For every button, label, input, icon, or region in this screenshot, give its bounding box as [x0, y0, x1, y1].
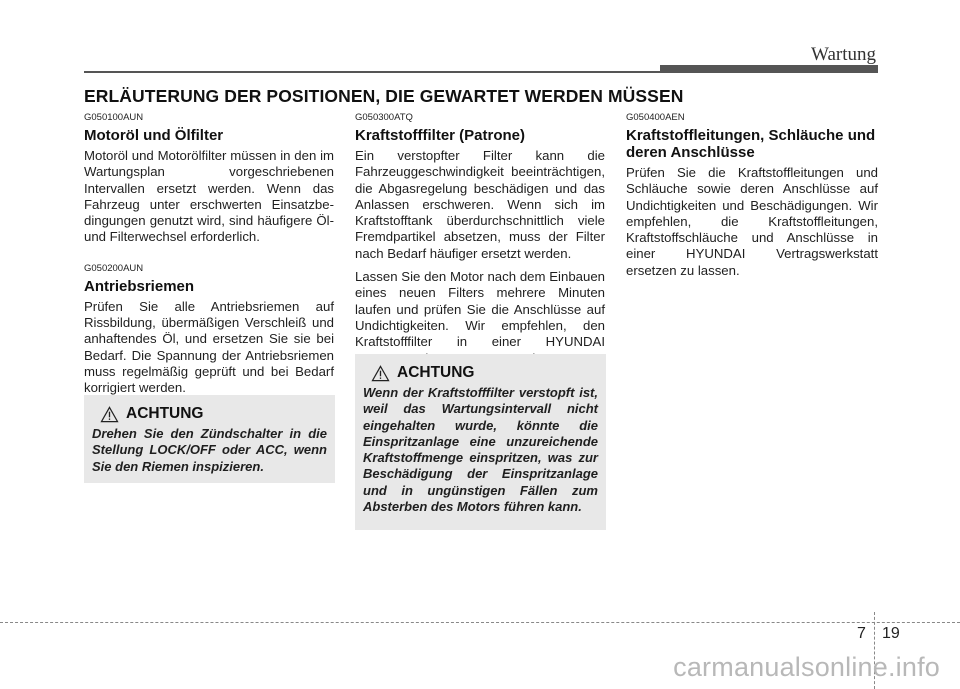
page-number: 19 — [882, 625, 900, 642]
caution-box-belts — [84, 395, 335, 483]
chapter-number: 7 — [857, 625, 866, 642]
caution-title: ACHTUNG — [397, 364, 475, 381]
section-heading: Antriebsriemen — [84, 277, 195, 295]
section-text: Lassen Sie den Motor nach dem Einbauen eines neuen Filters mehrere Minuten laufen und prüfen Sie die Anschlüsse auf Undichtigkeiten. Wir empfehlen, den Kraftstofffilter in einer HYUNDAI — [355, 269, 605, 350]
section-code: G050100AUN — [84, 112, 144, 123]
caution-text: Drehen Sie den Zündschalter in die Stellung LOCK/OFF oder ACC, wenn Sie den Riemen inspizieren. — [92, 426, 327, 474]
section-heading: Kraftstofffilter (Patrone) — [355, 127, 526, 144]
header-rule-bar — [660, 65, 878, 73]
section-motor-oil — [84, 112, 334, 246]
section-heading: Kraftstoffleitungen, Schläuche und deren Anschlüsse — [626, 127, 876, 161]
warning-triangle-icon — [100, 406, 119, 423]
section-code: G050200AUN — [84, 262, 144, 274]
caution-header — [100, 405, 327, 423]
section-code: G050400AEN — [626, 112, 685, 123]
section-text: Prüfen Sie die Kraftstoffleitungen und Schläuche sowie deren Anschlüsse auf Undichtigkeiten und Beschädigungen. Wir empfehlen, die Kraftstoffleitungen, Kraftstoffschläuche und Anschlüsse in einer HYUNDAI Vertragswerkstatt ersetzen zu lassen. — [626, 165, 878, 278]
section-text: Ein verstopfter Filter kann die Fahrzeuggeschwindigkeit beeinträchtigen, die Abgasregelung beschädigen und das Anlassen erschweren. Wenn sich im Kraftstofftank überdurchschnittlich viele Fremdpartikel absetzen, muss der Filter nach Bedarf häufiger ersetzt werden. — [355, 148, 605, 261]
section-code: G050300ATQ — [355, 112, 413, 123]
column-1 — [84, 112, 334, 397]
caution-text: Wenn der Kraftstofffilter verstopft ist, weil das Wartungsintervall nicht eingehalten wurde, könnte die Einspritzanlage eine unzureichende Kraftstoffmenge einspritzen, was zur Beschädigung der Einspritzanlage und in ungünstigen Fällen zum Absterben des Motors führen kann. — [363, 385, 598, 515]
warning-triangle-icon — [371, 365, 390, 382]
caution-header — [371, 364, 598, 382]
section-heading: Motoröl und Ölfilter — [84, 127, 224, 144]
section-text: Prüfen Sie alle Antriebsriemen auf Rissbildung, übermäßigen Verschleiß und anhaftendes Öl, und ersetzen Sie sie bei Bedarf. Die Spannung der Antriebsriemen muss regelmäßig geprüft und bei Bedarf korrigiert werden. — [84, 298, 334, 396]
section-title: ERLÄUTERUNG DER POSITIONEN, DIE GEWARTET WERDEN MÜSSEN — [84, 86, 684, 106]
caution-title: ACHTUNG — [126, 405, 204, 422]
watermark: carmanualsonline.info — [673, 652, 940, 682]
column-3 — [626, 112, 878, 279]
section-text: Motoröl und Motorölfilter müssen in den im Wartungsplan vorgeschriebenen Intervallen ersetzt werden. Wenn das Fahrzeug unter erschwerten Einsatzbe-dingungen genutzt wird, sind häufigere Öl- und Filterwechsel erforderlich. — [84, 148, 334, 245]
column-2 — [355, 112, 605, 367]
footer-rule — [0, 622, 960, 623]
running-header: Wartung — [811, 44, 876, 65]
caution-box-fuel-filter — [355, 354, 606, 530]
section-drive-belts — [84, 263, 334, 397]
header-rule — [84, 71, 662, 73]
